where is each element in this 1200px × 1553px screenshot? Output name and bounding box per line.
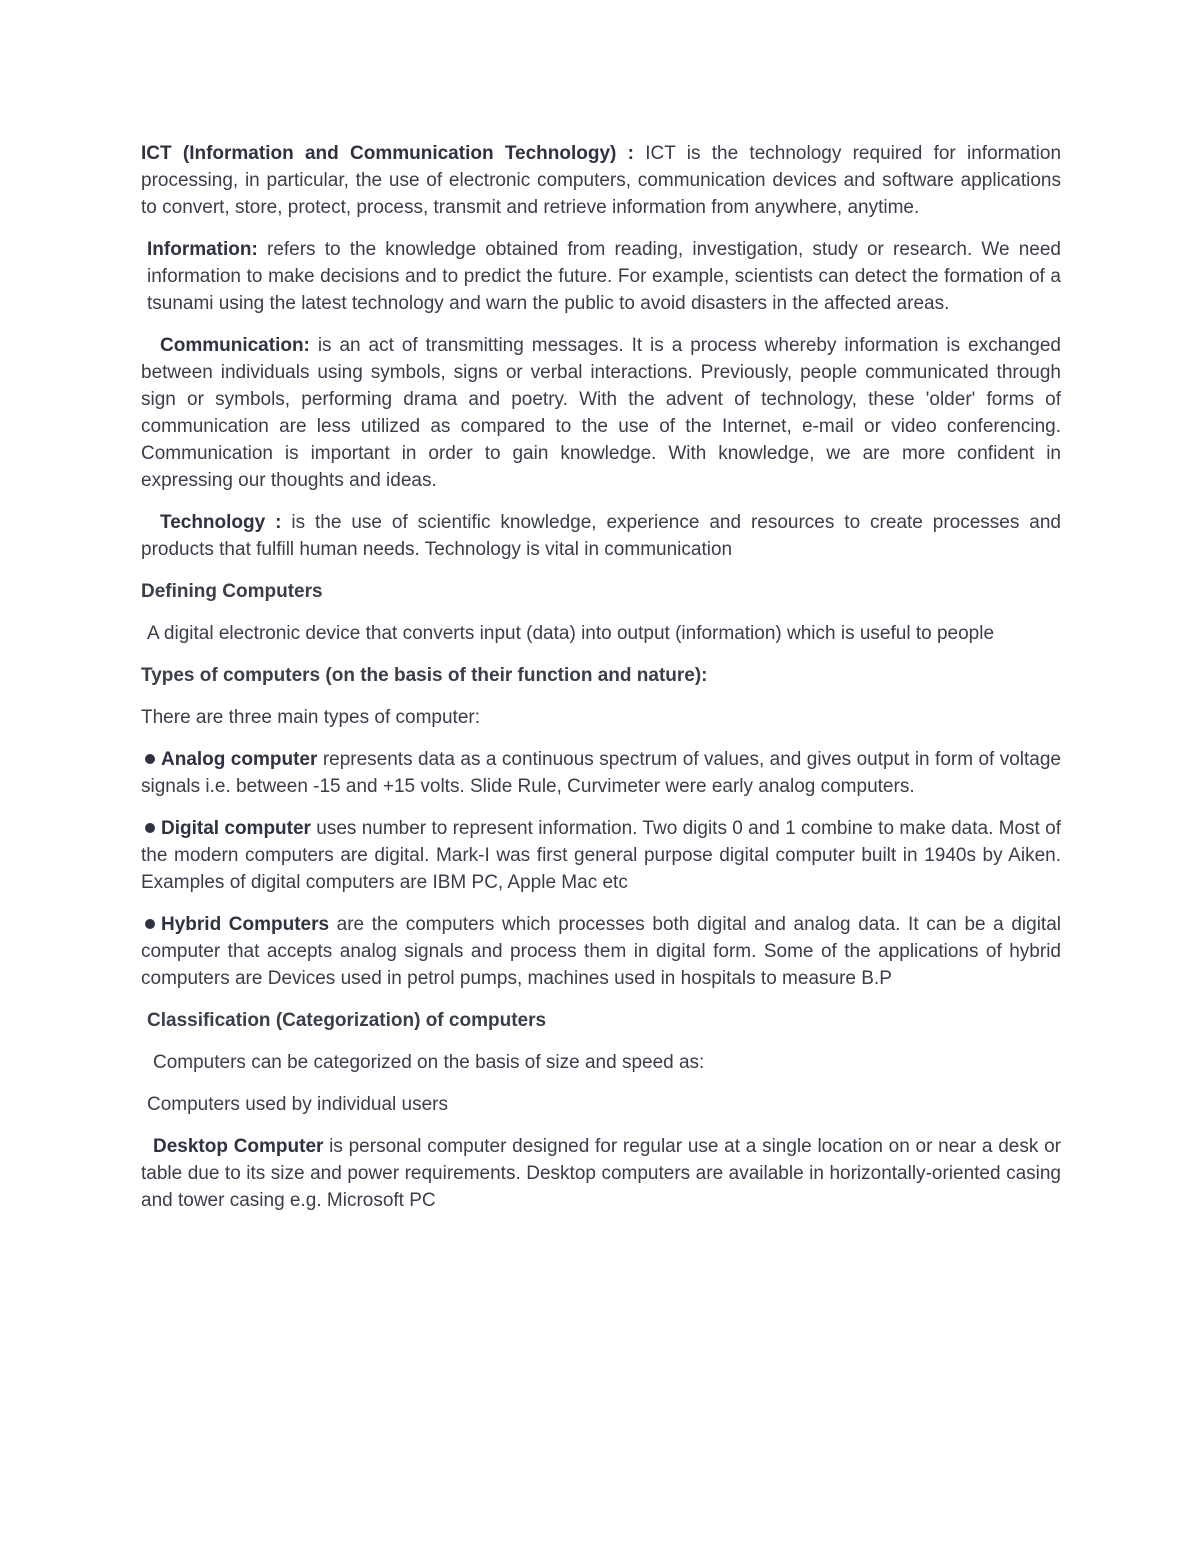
ict-paragraph — [141, 140, 1061, 221]
list-item-hybrid — [141, 911, 1061, 992]
ict-term: ICT (Information and Communication Technology) : — [141, 143, 634, 164]
ict-text: ICT is the technology required for information processing, in particular, the use of electronic computers, communication devices and software applications to convert, store, protect, process, transmit and retrieve information from anywhere, anytime. — [141, 143, 1062, 218]
communication-text: is an act of transmitting messages. It is a process whereby information is exchanged between individuals using symbols, signs or verbal interactions. Previously, people communicated through sign or symbols, performing drama and poetry. With the advent of technology, these 'older' forms of communication are less utilized as compared to the use of the Internet, e-mail or video conferencing. Communication is important in order to gain knowledge. With knowledge, we are more confident in expressing our thoughts and ideas. — [141, 335, 1061, 491]
desktop-text: is personal computer designed for regular use at a single location on or near a desk or table due to its size and power requirements. Desktop computers are available in horizontally-oriented casing and tower casing e.g. Microsoft PC — [141, 1136, 1061, 1211]
analog-text: represents data as a continuous spectrum of values, and gives output in form of voltage signals i.e. between -15 and +15 volts. Slide Rule, Curvimeter were early analog computers. — [141, 749, 1061, 797]
communication-paragraph — [141, 332, 1061, 494]
hybrid-text: are the computers which processes both digital and analog data. It can be a digital computer that accepts analog signals and process them in digital form. Some of the applications of hybrid computers are Devices used in petrol pumps, machines used in hospitals to measure B.P — [141, 914, 1061, 989]
document-page — [141, 140, 1061, 1229]
communication-term: Communication: — [160, 335, 310, 356]
technology-term: Technology : — [160, 512, 282, 533]
information-paragraph — [141, 236, 1061, 317]
list-item-analog — [141, 746, 1061, 800]
classification-intro: Computers can be categorized on the basis of size and speed as: — [153, 1052, 705, 1073]
technology-text: is the use of scientific knowledge, experience and resources to create processes and products that fulfill human needs. Technology is vital in communication — [141, 512, 1061, 560]
digital-term: Digital computer — [161, 818, 311, 839]
technology-paragraph — [141, 509, 1061, 563]
analog-term: Analog computer — [161, 749, 318, 770]
classification-subheading: Computers used by individual users — [147, 1094, 448, 1115]
defining-computers-text: A digital electronic device that converts input (data) into output (information) which is useful to people — [147, 623, 995, 644]
bullet-icon — [145, 919, 155, 929]
bullet-icon — [145, 823, 155, 833]
types-heading: Types of computers (on the basis of their function and nature): — [141, 665, 708, 686]
desktop-paragraph — [141, 1133, 1061, 1214]
hybrid-term: Hybrid Computers — [161, 914, 330, 935]
list-item-digital — [141, 815, 1061, 896]
information-text: refers to the knowledge obtained from reading, investigation, study or research. We need information to make decisions and to predict the future. For example, scientists can detect the formation of a tsunami using the latest technology and warn the public to avoid disasters in the affected areas. — [147, 239, 1061, 314]
information-term: Information: — [147, 239, 258, 260]
defining-computers-heading: Defining Computers — [141, 581, 323, 602]
types-intro: There are three main types of computer: — [141, 707, 480, 728]
classification-heading: Classification (Categorization) of computers — [147, 1010, 547, 1031]
desktop-term: Desktop Computer — [153, 1136, 324, 1157]
bullet-icon — [145, 754, 155, 764]
digital-text: uses number to represent information. Two digits 0 and 1 combine to make data. Most of the modern computers are digital. Mark-I was first general purpose digital computer built in 1940s by Aiken. Examples of digital computers are IBM PC, Apple Mac etc — [141, 818, 1062, 893]
